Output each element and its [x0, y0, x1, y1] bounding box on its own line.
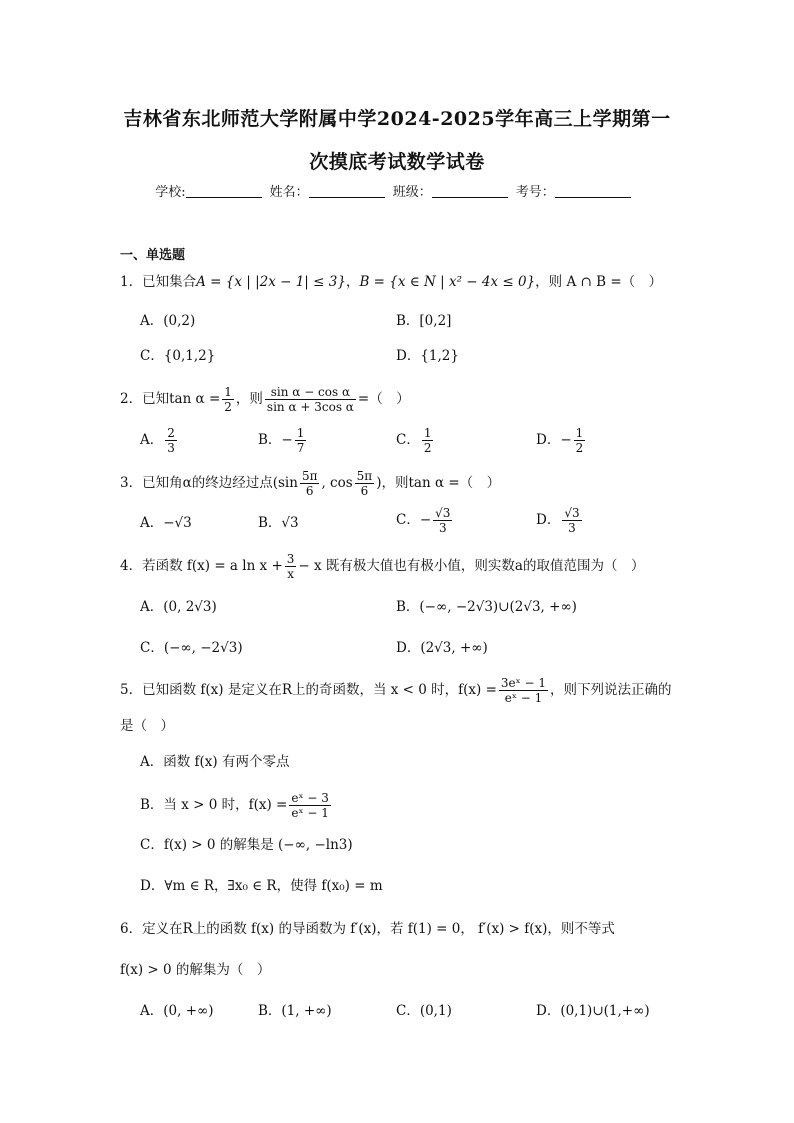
q2-a-frac: [165, 426, 177, 455]
q1-text-a: 1．已知集合: [120, 274, 197, 290]
section-heading: 一、单选题: [120, 248, 186, 263]
q3-c-num: √3: [435, 506, 451, 520]
q3-option-c: [396, 506, 454, 535]
q3-pb-num: 5π: [356, 469, 373, 483]
q5-frac-num: 3eˣ − 1: [500, 676, 547, 690]
q3-point-frac-1: [300, 469, 320, 498]
q4-option-b: B．(−∞, −2√3)∪(2√3, +∞): [396, 599, 577, 615]
q2-c-label: C．: [396, 432, 420, 448]
q1-option-a: A．(0,2): [140, 313, 196, 329]
q2-d-den: 2: [575, 441, 584, 455]
q2-frac2-num: sin α − cos α: [265, 385, 356, 400]
exam-title-line-1: 吉林省东北师范大学附属中学2024-2025学年高三上学期第一: [123, 108, 671, 130]
q2-d-frac: [574, 426, 586, 455]
q3-b-label: B．: [258, 515, 282, 531]
q2-b-num: 1: [296, 426, 305, 440]
class-blank[interactable]: [432, 184, 508, 198]
q2-option-a: [140, 426, 179, 455]
number-label: 考号：: [515, 185, 555, 200]
q2-text-c: =（ ）: [357, 391, 410, 407]
q6-option-c: C．(0,1): [396, 1003, 452, 1019]
q2-a-label: A．: [140, 432, 164, 448]
q3-text-b: ，则tan α =（ ）: [381, 475, 501, 491]
exam-title-line-2: 次摸底考试数学试卷: [309, 151, 485, 173]
name-blank[interactable]: [309, 184, 385, 198]
q3-c-sign: −: [419, 512, 432, 528]
q3-b-text: √3: [281, 515, 299, 531]
question-5-stem: [120, 676, 672, 705]
q4-option-c: C．(−∞, −2√3): [140, 640, 243, 656]
q2-b-sign: −: [281, 432, 293, 448]
q5-option-b: [140, 791, 333, 820]
q4-text-b: − x 既有极大值也有极小值，则实数a的取值范围为（ ）: [298, 558, 645, 574]
q4-fraction: [285, 552, 297, 581]
q5-option-c: C．f(x) > 0 的解集是 (−∞, −ln3): [140, 837, 353, 853]
q2-frac1-den: 2: [224, 400, 232, 414]
q4-frac-num: 3: [286, 552, 295, 566]
q3-pa-den: 6: [305, 484, 314, 498]
q1-option-b: B．[0,2]: [396, 313, 452, 329]
q3-d-label: D．: [536, 512, 561, 528]
q1-option-c: C．{0,1,2}: [140, 348, 216, 364]
q3-point-c: ): [376, 475, 382, 491]
q5-option-d: D．∀m ∈ R，∃x₀ ∈ R，使得 f(x₀) = m: [140, 878, 383, 894]
student-info-row: [0, 181, 794, 200]
q3-pb-den: 6: [360, 484, 369, 498]
question-4-stem: [120, 552, 644, 581]
class-label: 班级：: [392, 185, 432, 200]
q3-d-num: √3: [564, 506, 580, 520]
question-5-stem-cont: 是（ ）: [120, 718, 174, 734]
q5-b-num: eˣ − 3: [291, 791, 329, 805]
q2-text-a: 2．已知tan α =: [120, 391, 221, 407]
q1-set-b: B = {x ∈ N | x² − 4x ≤ 0}: [359, 274, 536, 290]
q5-text-a: 5．已知函数 f(x) 是定义在R上的奇函数，当 x < 0 时，f(x) =: [120, 682, 497, 698]
q2-frac1-num: 1: [224, 385, 232, 399]
q3-point-a: (sin: [272, 475, 298, 491]
q4-text-a: 4．若函数 f(x) = a ln x +: [120, 558, 283, 574]
q3-c-frac: [433, 506, 452, 535]
q3-c-den: 3: [438, 521, 447, 535]
q2-c-den: 2: [423, 441, 432, 455]
q2-d-num: 1: [575, 426, 584, 440]
q3-point-frac-2: [355, 469, 375, 498]
q3-text-a: 3．已知角α的终边经过点: [120, 475, 273, 491]
q3-c-label: C．: [396, 512, 420, 528]
q2-a-num: 2: [167, 426, 175, 440]
q3-option-d: [536, 506, 584, 535]
question-2-stem: [120, 385, 410, 414]
q5-b-text: B．当 x > 0 时，f(x) =: [140, 797, 288, 813]
q2-text-b: ，则: [235, 391, 263, 407]
school-blank[interactable]: [186, 184, 262, 198]
q2-d-label: D．: [536, 432, 561, 448]
q3-point-b: , cos: [321, 475, 353, 491]
q4-option-d: D．(2√3, +∞): [396, 640, 488, 656]
q1-set-a: A = {x | |2x − 1| ≤ 3}: [196, 274, 346, 290]
q4-frac-den: x: [287, 567, 294, 581]
name-label: 姓名：: [269, 185, 309, 200]
question-6-stem-cont: f(x) > 0 的解集为（ ）: [120, 962, 271, 978]
q2-option-b: [258, 426, 308, 455]
q2-a-den: 3: [167, 441, 175, 455]
q5-fraction: [499, 676, 548, 705]
q1-text-b: ，则 A ∩ B =（ ）: [535, 274, 663, 290]
q6-option-b: B．(1, +∞): [258, 1003, 332, 1019]
q5-b-den: eˣ − 1: [291, 806, 329, 820]
q2-c-frac: [422, 426, 434, 455]
q2-fraction-1: [222, 385, 234, 414]
q3-d-frac: [562, 506, 581, 535]
q1-sep: ，: [345, 274, 360, 290]
q4-option-a: A．(0, 2√3): [140, 599, 217, 615]
q6-option-d: D．(0,1)∪(1,+∞): [536, 1003, 650, 1019]
q3-option-b: [258, 512, 299, 534]
q2-fraction-2: [265, 385, 356, 414]
question-6-stem: 6．定义在R上的函数 f(x) 的导函数为 f′(x)，若 f(1) = 0， f′(x) > f(x)，则不等式: [120, 921, 615, 937]
question-1-stem: [120, 271, 662, 293]
question-3-stem: [120, 469, 500, 498]
q3-d-den: 3: [568, 521, 576, 535]
q2-b-den: 7: [296, 441, 305, 455]
q3-pa-num: 5π: [301, 469, 318, 483]
number-blank[interactable]: [555, 184, 631, 198]
school-label: 学校:: [155, 185, 186, 200]
q2-d-sign: −: [560, 432, 572, 448]
q2-b-frac: [295, 426, 307, 455]
q3-option-a: [140, 512, 192, 534]
q3-a-label: A．: [140, 515, 164, 531]
q2-option-d: [536, 426, 587, 455]
q5-option-a: A．函数 f(x) 有两个零点: [140, 754, 290, 770]
q5-b-frac: [289, 791, 331, 820]
q5-text-b: ，则下列说法正确的: [550, 682, 672, 698]
q2-option-c: [396, 426, 435, 455]
q5-frac-den: eˣ − 1: [504, 691, 543, 705]
q2-frac2-den: sin α + 3cos α: [266, 400, 354, 414]
q6-option-a: A．(0, +∞): [140, 1003, 214, 1019]
q2-c-num: 1: [423, 426, 432, 440]
q3-a-text: −√3: [163, 515, 192, 531]
q2-b-label: B．: [258, 432, 282, 448]
q1-option-d: D．{1,2}: [396, 348, 459, 364]
